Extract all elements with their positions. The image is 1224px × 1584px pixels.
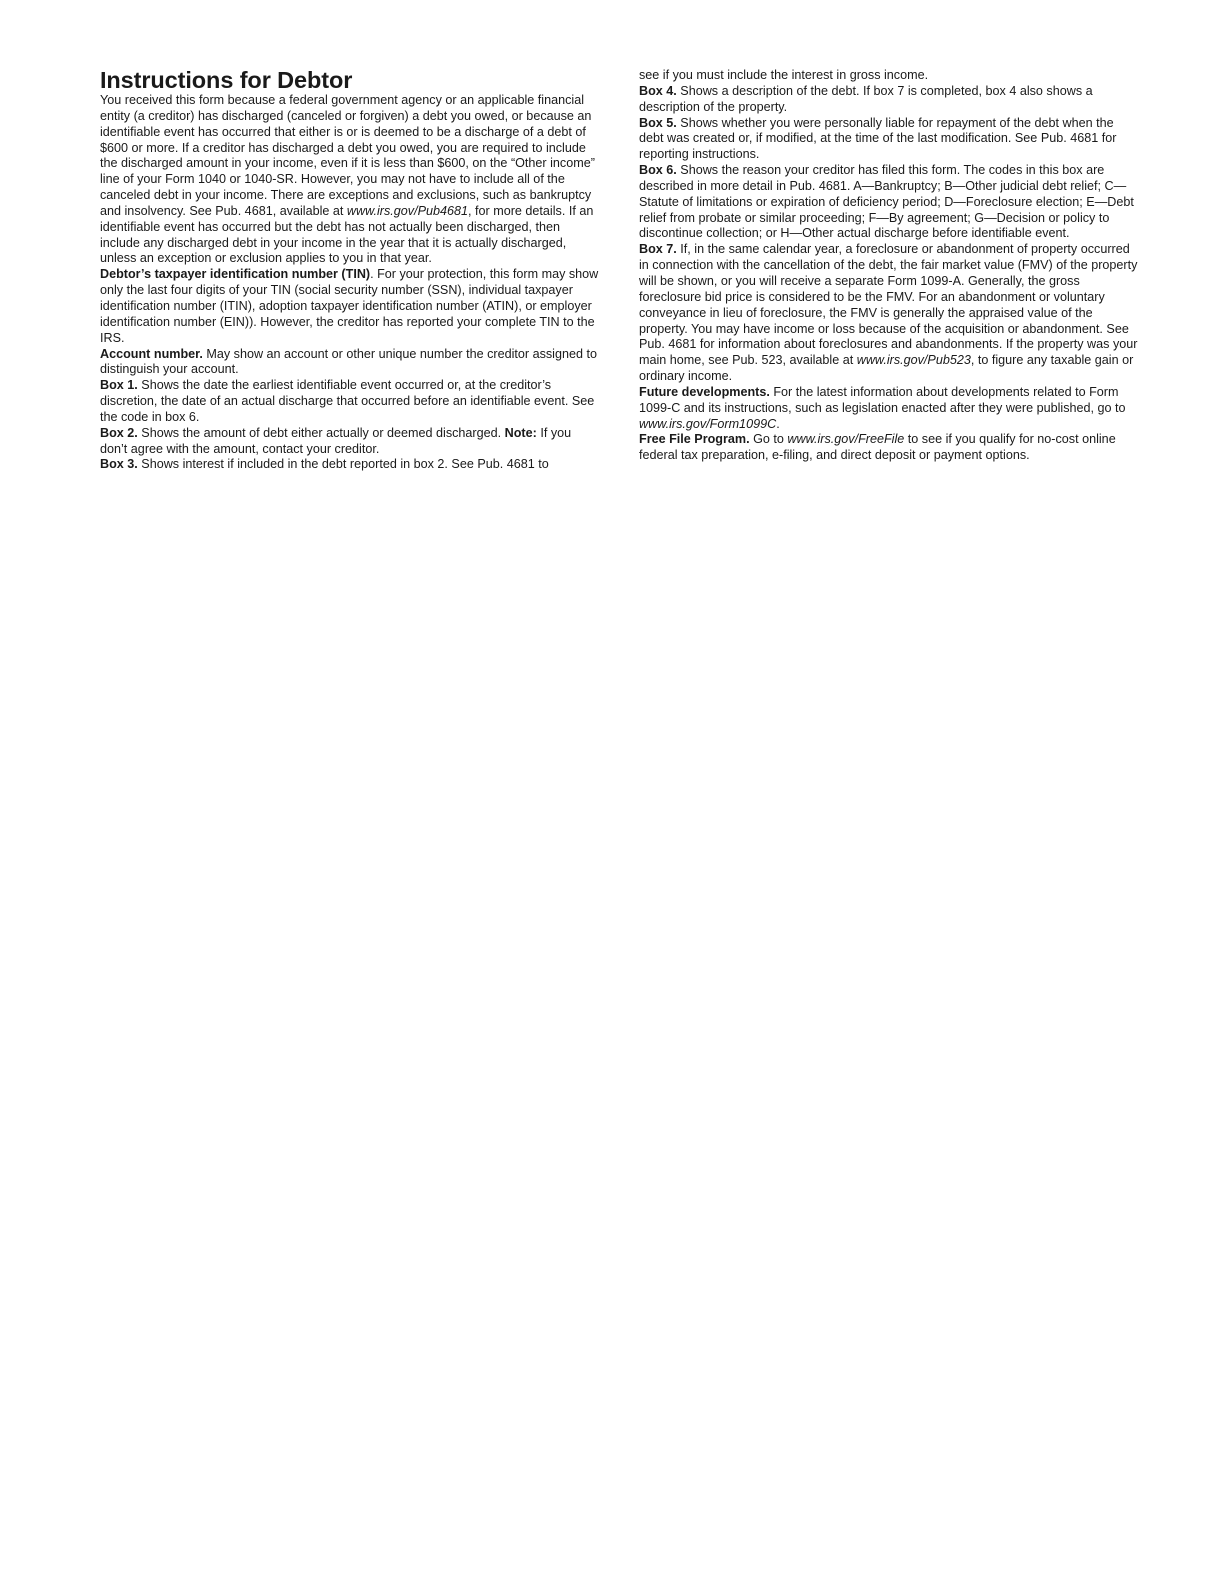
- box4-text: Shows a description of the debt. If box 7 is completed, box 4 also shows a description of the property.: [639, 83, 1093, 114]
- form1099c-link[interactable]: www.irs.gov/Form1099C: [639, 416, 777, 431]
- box1-text: Shows the date the earliest identifiable event occurred or, at the creditor’s discretion, the date of an actual discharge that occurred before an identifiable event. See the code in box 6.: [100, 378, 595, 424]
- free-file-heading: Free File Program.: [639, 432, 750, 447]
- box2-note-label: Note:: [504, 425, 537, 440]
- freefile-link[interactable]: www.irs.gov/FreeFile: [787, 432, 905, 447]
- box3-paragraph: [100, 457, 601, 473]
- box2-note-text: If you don’t agree with the amount, contact your creditor.: [100, 425, 572, 456]
- box4-heading: Box 4.: [639, 83, 677, 98]
- box3-heading: Box 3.: [100, 457, 138, 472]
- box1-paragraph: [100, 378, 601, 426]
- box6-heading: Box 6.: [639, 163, 677, 178]
- box7-text: If, in the same calendar year, a foreclosure or abandonment of property occurred in connection with the cancellation of the debt, the fair market value (FMV) of the property will be shown, or you will receive a separate Form 1099-A. Generally, the gross foreclosure bid price is considered to be the FMV. For an abandonment or voluntary conveyance in lieu of foreclosure, the FMV is generally the appraised value of the property. You may have income or loss because of the acquisition or abandonment. See Pub. 4681 for information about foreclosures and abandonments. If the property was your main home, see Pub. 523, available at: [639, 242, 1138, 368]
- box2-text: Shows the amount of debt either actually or deemed discharged.: [137, 425, 505, 440]
- free-file-paragraph: [639, 432, 1140, 464]
- left-column: [100, 68, 601, 473]
- box6-paragraph: [639, 163, 1140, 242]
- box5-text: Shows whether you were personally liable for repayment of the debt when the debt was created or, if modified, at the time of the last modification. See Pub. 4681 for reporting instructions.: [639, 115, 1117, 162]
- box2-paragraph: [100, 426, 601, 458]
- intro-paragraph: [100, 93, 601, 267]
- pub523-link[interactable]: www.irs.gov/Pub523: [856, 353, 971, 368]
- right-column: [639, 68, 1140, 473]
- future-developments-text: For the latest information about developments related to Form 1099-C and its instructions, such as legislation enacted after they were published, go to: [639, 384, 1126, 415]
- box4-paragraph: [639, 84, 1140, 116]
- box6-text: Shows the reason your creditor has filed this form. The codes in this box are described in more detail in Pub. 4681. A—Bankruptcy; B—Other judicial debt relief; C—Statute of limitations or expiration of deficiency period; D—Foreclosure election; E—Debt relief from probate or similar proceeding; F—By agreement; G—Decision or policy to discontinue collection; or H—Other actual discharge before identifiable event.: [639, 163, 1134, 241]
- free-file-text: Go to: [749, 432, 788, 447]
- box3-text: Shows interest if included in the debt reported in box 2. See Pub. 4681 to: [137, 457, 549, 472]
- future-developments-paragraph: [639, 385, 1140, 433]
- tin-paragraph: [100, 267, 601, 346]
- box7-text-continued: , to figure any taxable gain or ordinary income.: [639, 353, 1134, 384]
- box5-heading: Box 5.: [639, 115, 677, 130]
- intro-text-continued: , for more details. If an identifiable event has occurred but the debt has not actually been discharged, then include any discharged debt in your income in the year that it is actually discharged, unless an exception or exclusion applies to you in that year.: [100, 203, 594, 266]
- box3-continuation: see if you must include the interest in gross income.: [639, 68, 929, 82]
- tin-text: . For your protection, this form may show only the last four digits of your TIN (social security number (SSN), individual taxpayer identification number (ITIN), adoption taxpayer identification number (ATIN), or employer identification number (EIN)). However, the creditor has reported your complete TIN to the IRS.: [100, 267, 599, 345]
- pub4681-link[interactable]: www.irs.gov/Pub4681: [346, 203, 469, 218]
- box1-heading: Box 1.: [100, 378, 138, 393]
- future-developments-period: .: [776, 416, 780, 431]
- account-paragraph: [100, 347, 601, 379]
- box2-heading: Box 2.: [100, 425, 138, 440]
- intro-text: You received this form because a federal government agency or an applicable financial entity (a creditor) has discharged (canceled or forgiven) a debt you owed, or because an identifiable event has occurred that either is or is deemed to be a discharge of a debt of $600 or more. If a creditor has discharged a debt you owed, you are required to include the discharged amount in your income, even if it is less than $600, on the “Other income” line of your Form 1040 or 1040-SR. However, you may not have to include all of the canceled debt in your income. There are exceptions and exclusions, such as bankruptcy and insolvency. See Pub. 4681, available at: [100, 93, 595, 218]
- tin-heading: Debtor’s taxpayer identification number (TIN): [100, 267, 371, 282]
- future-developments-heading: Future developments.: [639, 384, 770, 399]
- box7-heading: Box 7.: [639, 242, 677, 257]
- box5-paragraph: [639, 116, 1140, 164]
- account-heading: Account number.: [100, 346, 203, 361]
- page-title: Instructions for Debtor: [100, 67, 353, 93]
- instructions-page: [100, 68, 1140, 473]
- account-text: May show an account or other unique number the creditor assigned to distinguish your account.: [100, 346, 597, 377]
- free-file-text-continued: to see if you qualify for no-cost online federal tax preparation, e-filing, and direct deposit or payment options.: [639, 432, 1116, 463]
- box7-paragraph: [639, 242, 1140, 385]
